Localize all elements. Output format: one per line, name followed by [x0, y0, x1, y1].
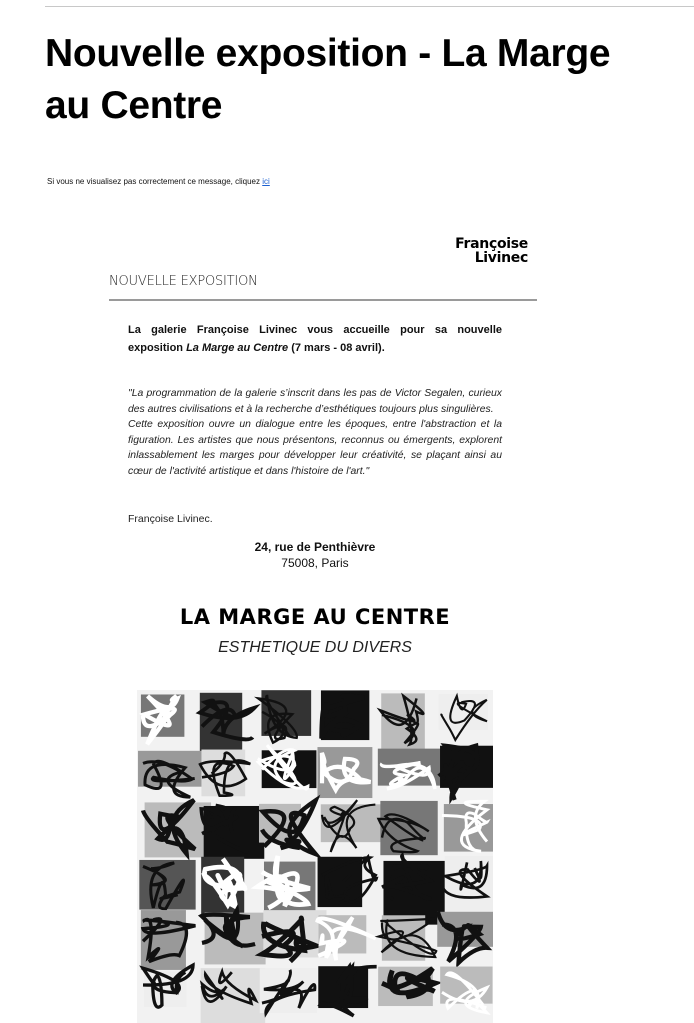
- section-divider: [109, 299, 537, 301]
- address-city: 75008, Paris: [281, 556, 349, 570]
- view-online-notice: [47, 177, 270, 186]
- view-online-link[interactable]: ici: [262, 177, 270, 186]
- signature: Françoise Livinec.: [128, 513, 213, 525]
- quote: [128, 386, 502, 480]
- section-title: NOUVELLE EXPOSITION: [109, 274, 258, 289]
- poster-title: LA MARGE AU CENTRE: [179, 605, 451, 629]
- intro-paragraph: [128, 321, 502, 357]
- address-street: 24, rue de Penthièvre: [254, 540, 376, 554]
- notice-text: Si vous ne visualisez pas correctement ce message, cliquez: [47, 177, 263, 186]
- logo-line1: Françoise: [455, 236, 528, 252]
- intro-suffix: (7 mars - 08 avril).: [288, 342, 385, 354]
- logo-line2: Livinec: [474, 250, 528, 266]
- gallery-logo: [455, 237, 528, 265]
- email-subject: Nouvelle exposition - La Marge au Centre: [45, 32, 611, 127]
- intro-exhibition-title: La Marge au Centre: [186, 342, 289, 354]
- top-divider: [45, 6, 694, 7]
- poster-subtitle: ESTHETIQUE DU DIVERS: [218, 639, 412, 656]
- quote-paragraph-1: "La programmation de la galerie s’inscrit dans les pas de Victor Segalen, curieux des autres civilisations et à la recherche d’esthétiques toujours plus singulières.: [128, 388, 502, 415]
- intro-prefix: La galerie Françoise Livinec vous accueille pour sa nouvelle exposition: [128, 324, 502, 354]
- quote-paragraph-2: Cette exposition ouvre un dialogue entre les époques, entre l'abstraction et la figuration. Les artistes que nous présentons, reconnus ou émergents, explorent inlassablement les marges pour développer leur créativité, se plaçant ainsi au cœur de l'activité artistique et dans l'histoire de l'art.": [128, 419, 502, 477]
- exhibition-artwork-image: [137, 690, 493, 1023]
